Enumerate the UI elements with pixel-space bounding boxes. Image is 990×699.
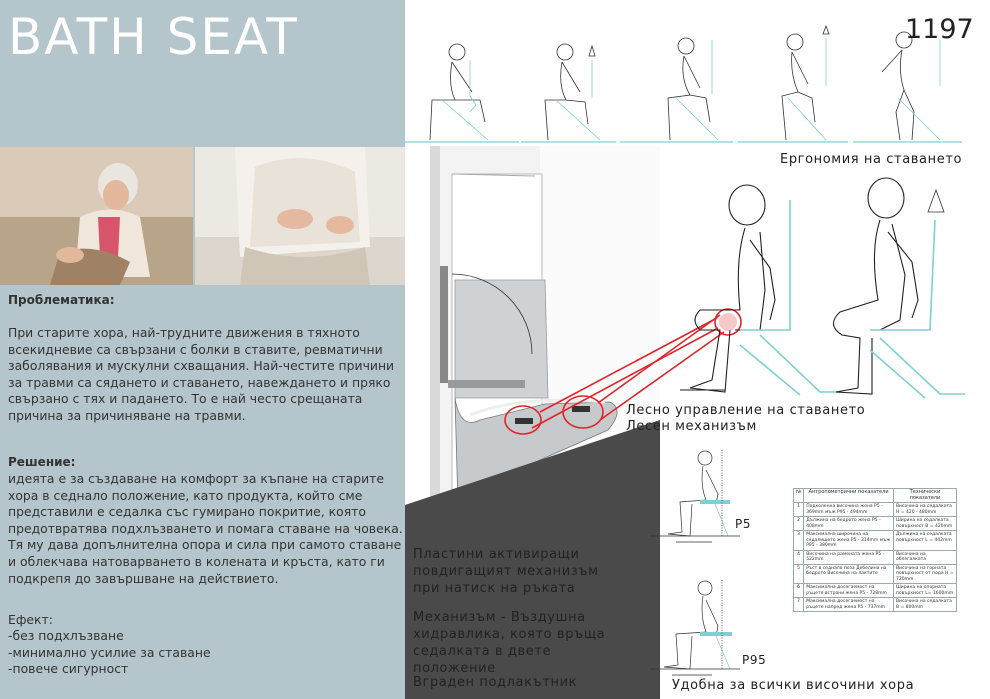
label-p95: P95: [742, 653, 767, 667]
p5-figure: [650, 450, 740, 542]
spec-cell-number: 2: [794, 517, 804, 531]
spec-header-number: №: [794, 489, 804, 503]
spec-cell-tech: Височина на облегалката: [893, 550, 956, 564]
ergonomics-figure-1: [430, 44, 488, 140]
spec-cell-anthro: Максимална широчина на седалището жена Р5 - 314mm мъж Р95 - 380mm: [804, 531, 894, 551]
problem-heading: Проблематика:: [8, 293, 115, 307]
spec-cell-tech: Ширина на седалката повърхност B = 420mm: [893, 517, 956, 531]
page-title: BATH SEAT: [8, 8, 299, 66]
solution-text: идеята е за създаване на комфорт за къпане на старите хора в седнало положение, като продукта, който сме представили е седалка със гумирано покритие, която предотвратява подхлъзването и помага ставане на човека. Тя му дава допълнителна опора и сила при самото ставане и облекчава натоварването в колената и кръста, като ги подкрепя до завършване на действието.: [8, 471, 403, 586]
table-row: [794, 550, 957, 564]
ergonomics-figure-5: [882, 32, 940, 140]
effect-heading: Ефект:: [8, 612, 53, 627]
caption-armrest: Вграден подлакътник: [413, 675, 578, 690]
spec-table-header-row: [794, 489, 957, 503]
label-p5: P5: [735, 517, 752, 531]
caption-easy-mechanism: Лесен механизъм: [626, 419, 757, 434]
spec-cell-anthro: Височина на рамената жена Р5 - 522mm: [804, 550, 894, 564]
spec-table: [793, 488, 957, 612]
effect-item: -повече сигурност: [8, 661, 129, 677]
table-row: [794, 517, 957, 531]
project-number: 1197: [905, 14, 974, 45]
spec-cell-tech: Височина на горната повърхност от пода H = 720mm: [893, 564, 956, 584]
spec-cell-anthro: Максимална досегаемост на ръцете встрани жена Р5 - 728mm: [804, 584, 894, 598]
spec-cell-number: 7: [794, 598, 804, 612]
spec-cell-tech: Височина на седалката H = 420 - 480mm: [893, 503, 956, 517]
spec-cell-anthro: Ръст в седнало поза Дебелина на бедрото Височина на лактите: [804, 564, 894, 584]
spec-cell-anthro: Подколенна височина жена Р5 - 369mm мъж Р95 - 494mm: [804, 503, 894, 517]
effect-item: -без подхлъзване: [8, 628, 124, 643]
spec-cell-tech: Височина на седалката B = 800mm: [893, 598, 956, 612]
spec-header-tech: Технически показатели: [893, 489, 956, 503]
spec-cell-tech: Ширина на опорната повърхност L= 1600mm: [893, 584, 956, 598]
p95-figure: [650, 580, 740, 675]
large-seat-sitting: [740, 200, 840, 395]
ergonomics-figure-3: [668, 38, 718, 140]
caption-plates: Пластини активиращи повдигащият механизъм при натиск на ръката: [413, 547, 599, 596]
spec-cell-number: 1: [794, 503, 804, 517]
spec-cell-number: 6: [794, 584, 804, 598]
caption-easy-control: Лесно управление на ставането: [626, 403, 866, 418]
table-row: [794, 598, 957, 612]
caption-ergonomics: Ергономия на ставането: [780, 152, 963, 167]
spec-cell-tech: Дължина на седалката повърхност L = 442mm: [893, 531, 956, 551]
ergonomics-figure-4: [782, 26, 829, 140]
caption-all-heights: Удобна за всички височини хора: [672, 678, 915, 693]
table-row: [794, 564, 957, 584]
ergonomics-figure-2: [545, 44, 600, 140]
spec-header-anthro: Антропометрични показатели: [804, 489, 894, 503]
table-row: [794, 503, 957, 517]
table-row: [794, 531, 957, 551]
spec-cell-number: 3: [794, 531, 804, 551]
table-row: [794, 584, 957, 598]
solution-heading: Решение:: [8, 455, 76, 469]
problem-text: При старите хора, най-трудните движения в тяхното всекидневие са свързани с болки в ставите, ревматични заболявания и мускулни схващания. Най-честите причини за травми са сядането и ставането, навеждането и пряко свързано с тях и падането. То е най често срещаната причина за причиняване на травми.: [8, 325, 395, 423]
effect-item: -минимално усилие за ставане: [8, 644, 211, 660]
spec-cell-number: 5: [794, 564, 804, 584]
spec-cell-number: 4: [794, 550, 804, 564]
spec-cell-anthro: Дължина на бедрото жена Р5 - 408mm: [804, 517, 894, 531]
large-figure-sitting: [680, 185, 775, 392]
caption-mechanism: Механизъм - Въздушна хидравлика, която връща седалката в двете положение: [413, 610, 606, 676]
spec-cell-anthro: Максимална досегаемост на ръцете напред жена Р5 - 737mm: [804, 598, 894, 612]
